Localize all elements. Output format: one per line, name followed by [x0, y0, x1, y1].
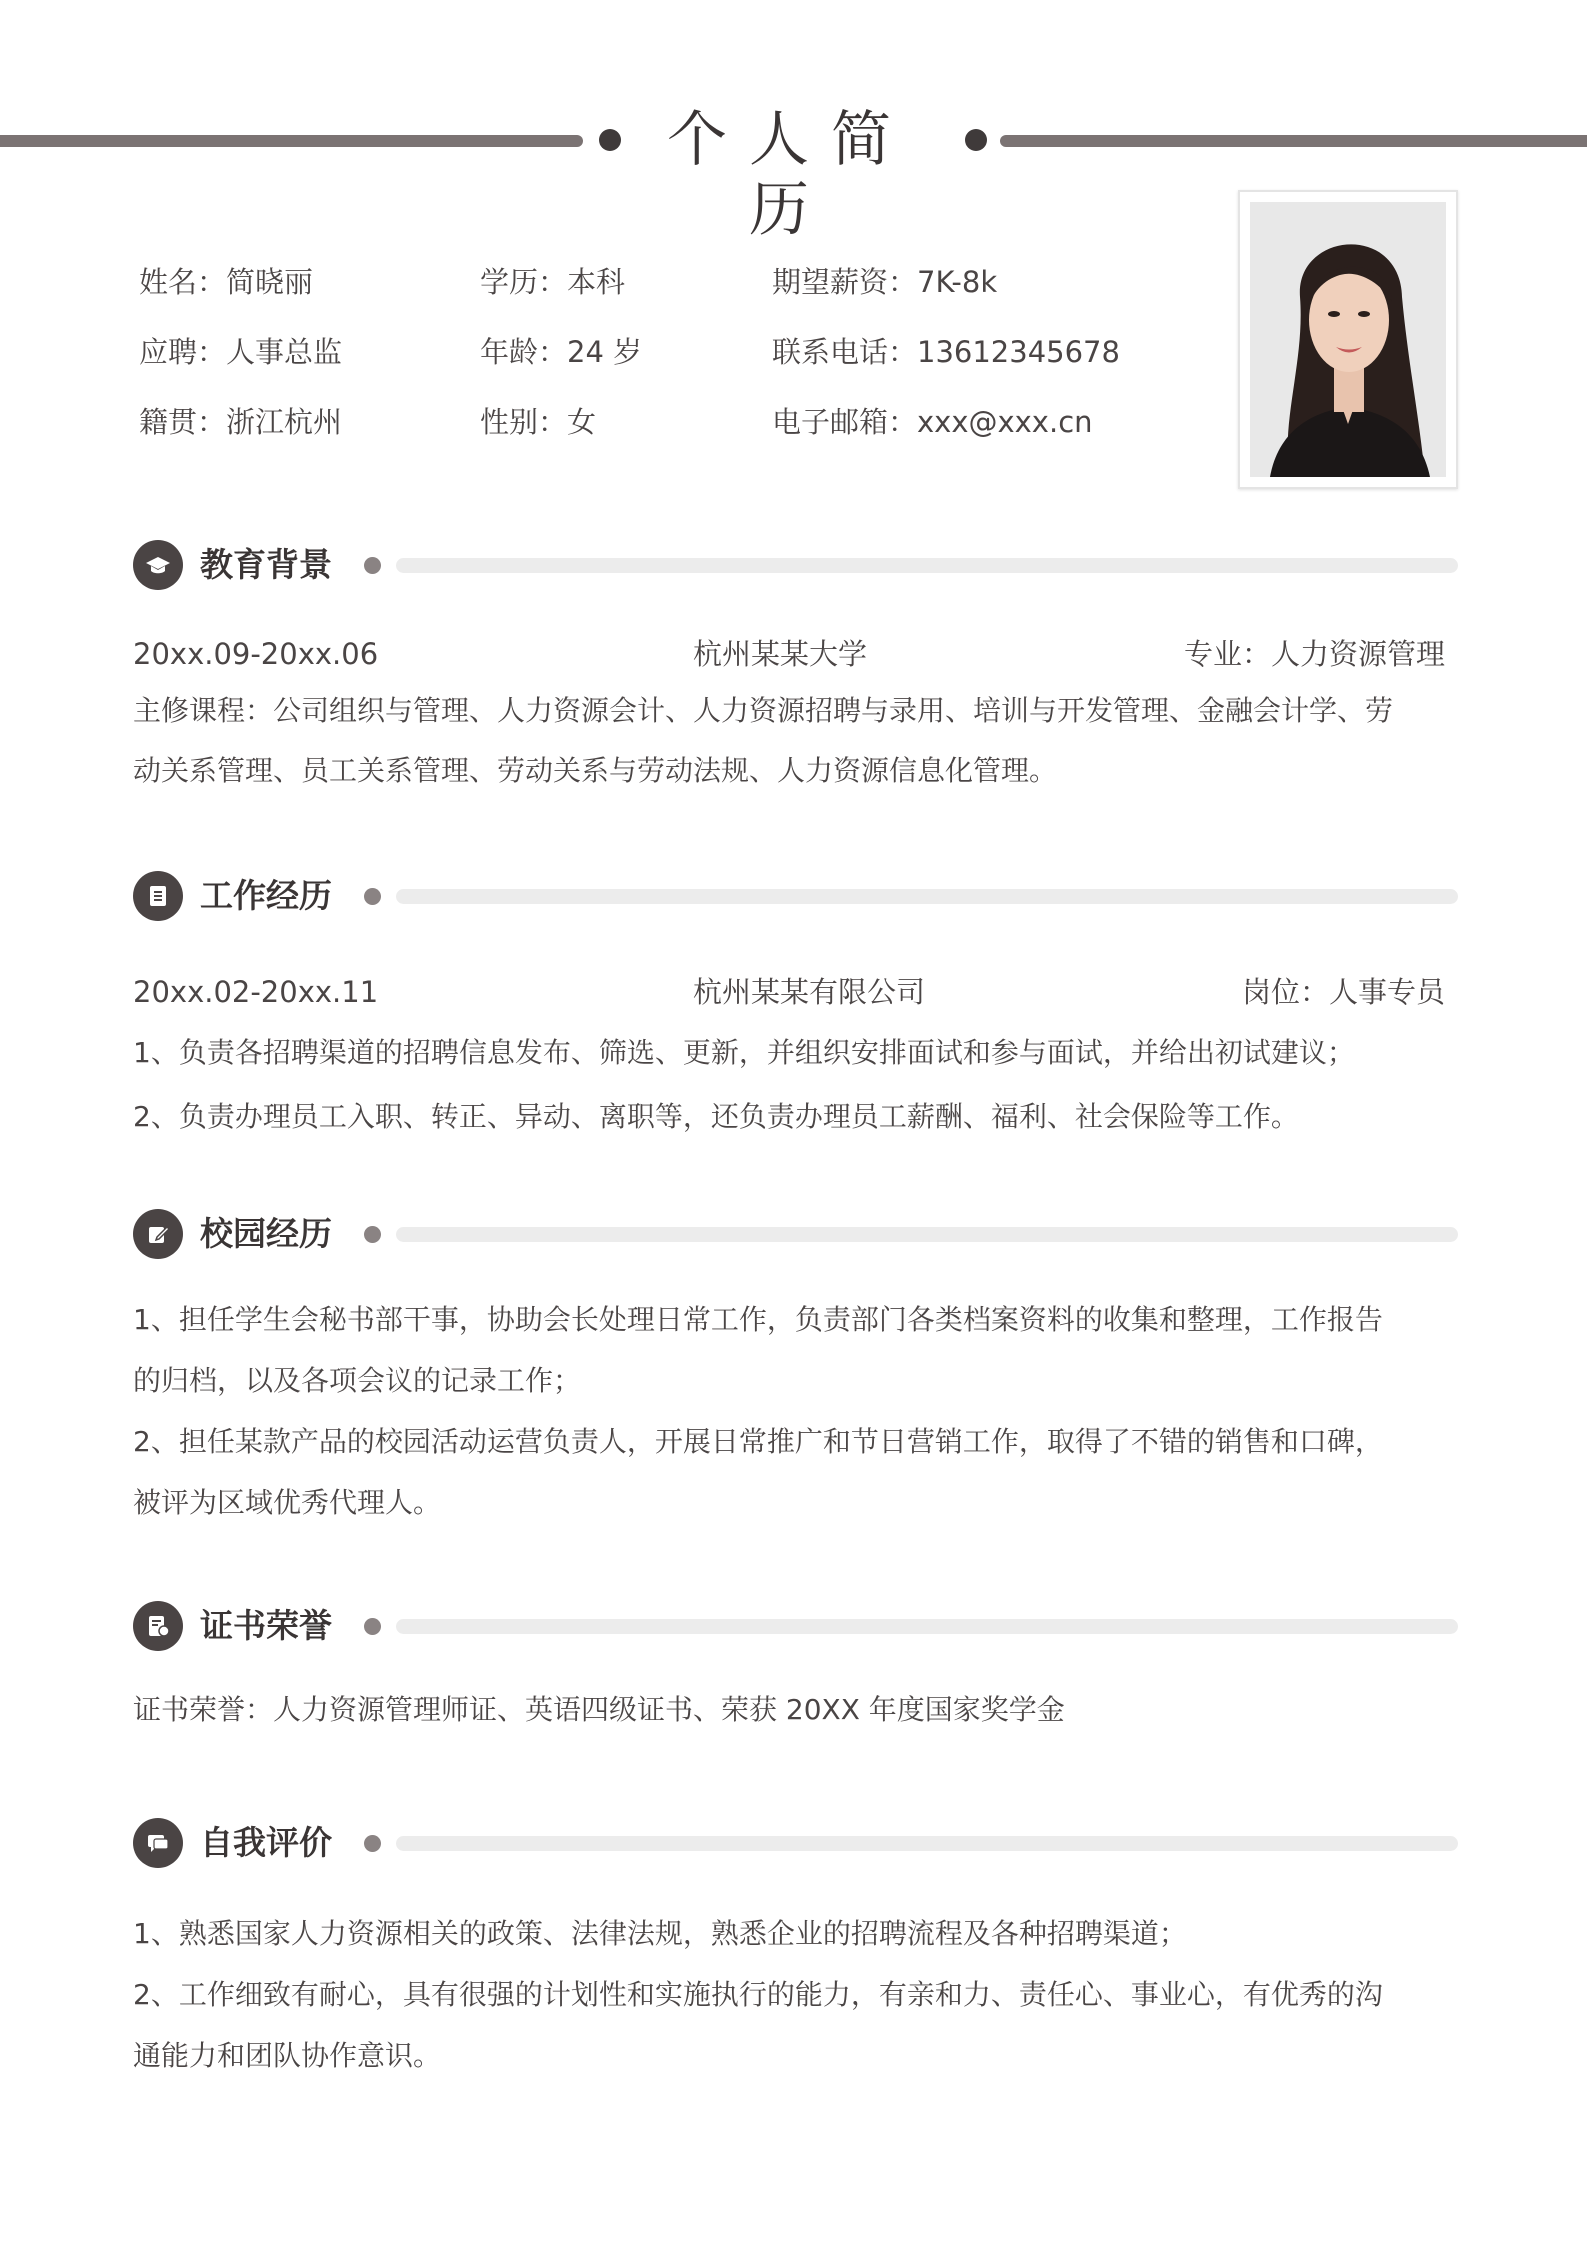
- edit-icon: [133, 1209, 183, 1259]
- info-email: 电子邮箱：xxx@xxx.cn: [772, 405, 1093, 439]
- section-divider: [396, 1619, 1458, 1634]
- education-period: 20xx.09-20xx.06: [133, 637, 379, 671]
- campus-line: 2、担任某款产品的校园活动运营负责人，开展日常推广和节日营销工作，取得了不错的销售和口碑，: [133, 1425, 1383, 1458]
- section-title-campus: 校园经历: [200, 1214, 332, 1253]
- self-evaluation-line: 1、熟悉国家人力资源相关的政策、法律法规，熟悉企业的招聘流程及各种招聘渠道；: [133, 1917, 1187, 1950]
- self-evaluation-line: 2、工作细致有耐心，具有很强的计划性和实施执行的能力，有亲和力、责任心、事业心，有优秀的沟: [133, 1978, 1383, 2011]
- section-dot: [364, 1226, 381, 1243]
- education-school: 杭州某某大学: [693, 637, 868, 671]
- profile-photo: [1250, 202, 1446, 477]
- document-icon: [133, 871, 183, 921]
- section-divider: [396, 889, 1458, 904]
- header-bar-left: [0, 135, 583, 147]
- section-divider: [396, 1836, 1458, 1851]
- profile-photo-frame: [1238, 190, 1458, 489]
- header-bar-right: [1000, 135, 1587, 147]
- section-header-self-evaluation: [133, 1815, 1458, 1871]
- certificates-line: 证书荣誉：人力资源管理师证、英语四级证书、荣获 20XX 年度国家奖学金: [133, 1693, 1065, 1726]
- header-dot-right: [965, 129, 987, 151]
- work-company: 杭州某某有限公司: [693, 975, 926, 1009]
- section-header-work: [133, 868, 1458, 924]
- section-divider: [396, 1227, 1458, 1242]
- resume-header: [0, 105, 1587, 245]
- section-dot: [364, 1618, 381, 1635]
- section-header-certificates: [133, 1598, 1458, 1654]
- campus-line: 被评为区域优秀代理人。: [133, 1486, 442, 1519]
- education-summary-row: [133, 634, 1445, 674]
- campus-line: 的归档，以及各项会议的记录工作；: [133, 1364, 582, 1397]
- section-divider: [396, 558, 1458, 573]
- info-salary: 期望薪资：7K-8k: [772, 265, 998, 299]
- graduation-cap-icon: [133, 540, 183, 590]
- section-title-self-evaluation: 自我评价: [200, 1823, 332, 1862]
- info-position: 应聘：人事总监: [139, 335, 343, 369]
- section-title-certificates: 证书荣誉: [200, 1606, 332, 1645]
- section-title-work: 工作经历: [200, 876, 332, 915]
- info-phone: 联系电话：13612345678: [772, 335, 1120, 369]
- section-header-education: [133, 537, 1458, 593]
- info-gender: 性别：女: [480, 405, 597, 439]
- education-line: 主修课程：公司组织与管理、人力资源会计、人力资源招聘与录用、培训与开发管理、金融会计学、劳: [133, 694, 1394, 727]
- info-name: 姓名：简晓丽: [139, 265, 314, 299]
- section-title-education: 教育背景: [200, 545, 332, 584]
- certificate-icon: [133, 1601, 183, 1651]
- work-role: 岗位：人事专员: [1241, 975, 1445, 1009]
- campus-line: 1、担任学生会秘书部干事，协助会长处理日常工作，负责部门各类档案资料的收集和整理，工作报告: [133, 1303, 1383, 1336]
- section-dot: [364, 888, 381, 905]
- education-line: 动关系管理、员工关系管理、劳动关系与劳动法规、人力资源信息化管理。: [133, 754, 1058, 787]
- work-line: 2、负责办理员工入职、转正、异动、离职等，还负责办理员工薪酬、福利、社会保险等工作。: [133, 1100, 1299, 1133]
- info-education: 学历：本科: [480, 265, 626, 299]
- section-header-campus: [133, 1206, 1458, 1262]
- self-evaluation-line: 通能力和团队协作意识。: [133, 2039, 442, 2072]
- section-dot: [364, 557, 381, 574]
- page-title: 个人简历: [667, 105, 913, 245]
- work-period: 20xx.02-20xx.11: [133, 975, 379, 1009]
- info-hometown: 籍贯：浙江杭州: [139, 405, 343, 439]
- work-line: 1、负责各招聘渠道的招聘信息发布、筛选、更新，并组织安排面试和参与面试，并给出初试建议；: [133, 1036, 1355, 1069]
- header-dot-left: [599, 129, 621, 151]
- info-age: 年龄：24 岁: [480, 335, 643, 369]
- work-summary-row: [133, 972, 1445, 1012]
- education-major: 专业：人力资源管理: [1183, 637, 1445, 671]
- section-dot: [364, 1835, 381, 1852]
- chat-icon: [133, 1818, 183, 1868]
